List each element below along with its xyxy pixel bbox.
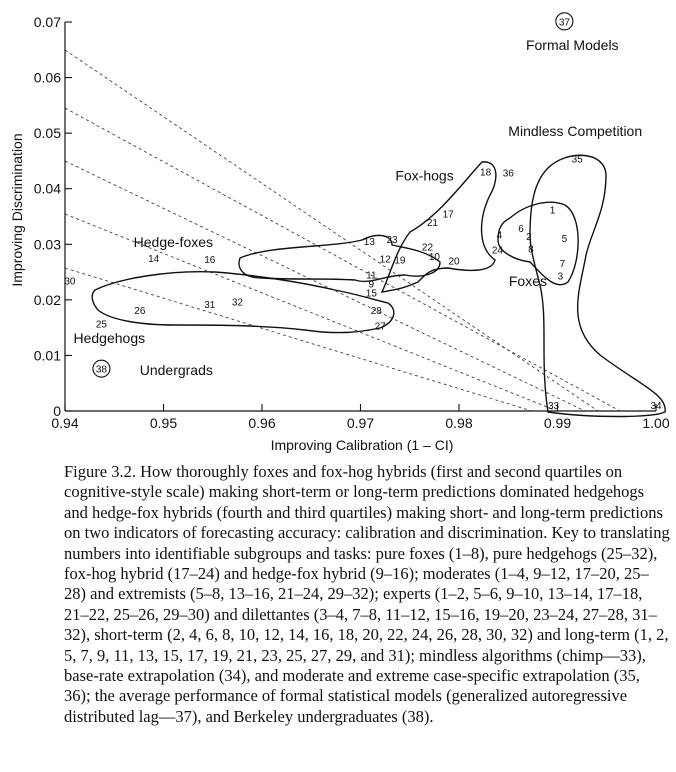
group-labels	[74, 37, 643, 378]
point-1: 1	[549, 205, 556, 217]
y-tick-label: 0.04	[33, 180, 61, 197]
point-12: 12	[379, 254, 391, 266]
group-label: Formal Models	[525, 36, 619, 53]
x-tick-label: 0.95	[149, 415, 178, 431]
point-13: 13	[363, 236, 375, 248]
figure-caption: Figure 3.2. How thoroughly foxes and fox-hog hybrids (first and second quartiles on cognitive-style scale) making short-term or long-term predictions dominated hedgehogs and hedge-fox hybrids (fourth and third quartiles) making short- and long-term predictions on two indicators of forecasting accuracy: calibration and discrimination. Key to translating numbers into identifiable subgroups and tasks: pure foxes (1–8), pure hedgehogs (25–32), fox-hog hybrid (17–24) and hedge-fox hybrid (9–16); moderates (1–4, 9–12, 17–20, 25–28) and extremists (5–8, 13–16, 21–24, 29–32); experts (1–2, 5–6, 9–10, 13–14, 17–18, 21–22, 25–26, 29–30) and dilettantes (3–4, 7–8, 11–12, 15–16, 19–20, 23–24, 27–28, 31–32), short-term (2, 4, 6, 8, 10, 12, 14, 16, 18, 20, 22, 24, 26, 28, 30, 32) and long-term (1, 2, 5, 7, 9, 11, 13, 15, 17, 19, 21, 23, 25, 27, 29, and 31); mindless algorithms (chimp—33), base-rate extrapolation (34), and moderate and extreme case-specific extrapolation (35, 36); the average performance of formal statistical models (generalized autoregressive distributed lag—37), and Berkeley undergraduates (38).	[64, 462, 670, 726]
point-30: 30	[64, 276, 76, 288]
hedgehogs-outline	[92, 272, 394, 333]
point-32: 32	[231, 297, 243, 309]
point-18: 18	[480, 167, 492, 179]
y-tick-label: 0	[53, 403, 61, 419]
point-3: 3	[557, 271, 564, 283]
x-tick-label: 1.00	[642, 415, 670, 431]
point-33: 33	[547, 400, 560, 412]
point-25: 25	[95, 319, 108, 331]
group-label: Foxes	[508, 272, 548, 289]
point-31: 31	[204, 300, 216, 312]
mindless-competition-outline	[530, 155, 665, 416]
x-tick-label: 0.98	[445, 415, 473, 431]
point-11: 11	[366, 270, 377, 282]
point-15: 15	[365, 288, 377, 300]
point-35: 35	[571, 154, 583, 166]
point-38: 38	[95, 364, 108, 376]
x-tick-label: 0.96	[248, 415, 276, 431]
hedge-foxes-outline	[239, 235, 440, 281]
point-24: 24	[491, 245, 503, 257]
y-tick-label: 0.07	[33, 14, 61, 30]
y-axis-title: Improving Discrimination	[9, 133, 25, 287]
point-19: 19	[394, 255, 406, 267]
group-label: Hedge-foxes	[133, 234, 214, 251]
point-28: 28	[370, 305, 382, 317]
x-tick-label: 0.97	[346, 415, 375, 431]
point-2: 2	[526, 231, 532, 243]
point-17: 17	[442, 209, 454, 221]
group-label: Undergrads	[139, 361, 213, 378]
y-tick-label: 0.05	[33, 125, 61, 142]
axes	[65, 22, 656, 411]
point-26: 26	[134, 305, 146, 317]
point-34: 34	[650, 400, 662, 412]
y-tick-label: 0.02	[33, 291, 61, 308]
point-7: 7	[559, 259, 566, 271]
point-21: 21	[426, 217, 438, 229]
y-tick-label: 0.01	[33, 347, 61, 364]
data-points	[0, 13, 662, 412]
ticks	[34, 14, 670, 431]
point-20: 20	[448, 256, 460, 268]
point-16: 16	[204, 255, 216, 267]
point-9: 9	[368, 279, 375, 291]
y-tick-label: 0.06	[33, 69, 61, 86]
x-axis-title: Improving Calibration (1 – CI)	[270, 437, 454, 453]
point-8: 8	[528, 244, 534, 256]
group-label: Fox-hogs	[395, 167, 454, 184]
point-14: 14	[148, 254, 160, 266]
point-10: 10	[428, 251, 440, 263]
point-37: 37	[558, 17, 570, 29]
point-27: 27	[374, 321, 386, 333]
point-23: 23	[386, 235, 398, 247]
point-6: 6	[518, 224, 524, 236]
group-label: Mindless Competition	[508, 122, 643, 139]
iso-accuracy-lines	[65, 50, 620, 411]
point-36: 36	[502, 168, 514, 180]
y-tick-label: 0.03	[33, 236, 61, 253]
group-label: Hedgehogs	[73, 330, 146, 347]
point-4: 4	[496, 230, 503, 242]
point-22: 22	[421, 242, 434, 254]
x-tick-label: 0.99	[543, 415, 572, 431]
x-tick-label: 0.94	[51, 415, 79, 431]
point-5: 5	[561, 234, 568, 246]
